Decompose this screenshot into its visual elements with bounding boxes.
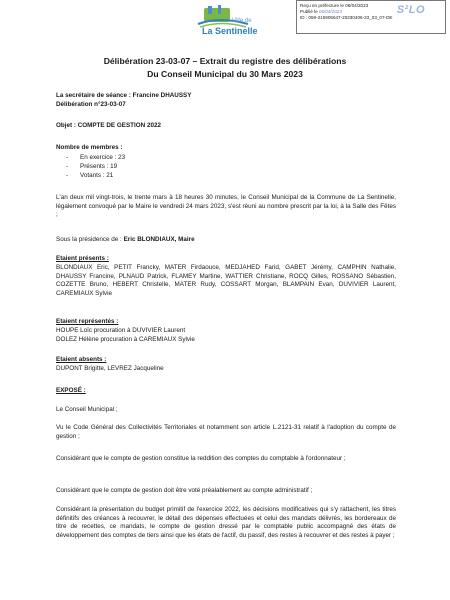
members-in-office: - En exercice : 23 xyxy=(80,154,125,163)
president-name: Eric BLONDIAUX, Maire xyxy=(123,236,195,243)
present-heading: Etaient présents : xyxy=(56,255,109,262)
council-line: Le Conseil Municipal ; xyxy=(56,406,118,413)
members-present: - Présents : 19 xyxy=(80,163,117,172)
secretary-line: La secrétaire de séance : Francine DHAUSSY xyxy=(56,92,192,99)
absent-heading: Etaient absents : xyxy=(56,356,107,363)
logo-text xyxy=(202,18,258,36)
represented-item: HOUPE Loïc procuration à DUVIVIER Laurent xyxy=(56,327,186,334)
slo-mark: S²LO xyxy=(396,4,425,16)
deliberation-number: Délibération n°23-03-07 xyxy=(56,101,126,108)
intro-paragraph: L'an deux mil vingt-trois, le trente mars à 18 heures 30 minutes, le Conseil Municipal de la Commune de La Sentinelle, légalement convoqué par le Maire le vendredi 24 mars 2023, s'est réuni au nombre prescrit par la loi, à la Salle des Fêtes ; xyxy=(56,194,396,219)
town-logo xyxy=(190,4,262,44)
expose-heading: EXPOSÉ : xyxy=(56,387,86,394)
paragraph-code: Vu le Code Général des Collectivités Territoriales et notamment son article L.2121-31 relatif à l'adoption du compte de gestion ; xyxy=(56,424,396,440)
members-voting: - Votants : 21 xyxy=(80,172,113,181)
stamp-id: ID : 059-215905647-20230406-23_03_07-DE xyxy=(300,15,393,21)
present-list: BLONDIAUX Eric, PETIT Francky, MATER Firdaouce, MEDJAHED Farid, GABET Jérémy, CAMPHIN Nathalie, DHAUSSY Francine, PLNAUD Patrick, FLAMEY Martine, WATTIER Christiane, ROCQ Gilles, ROSSANO Sébastien, COZETTE Bruno, HEBERT Christelle, MATER Rudy, COSSART Morgan, BLAMPAIN Evan, DUVIVIER Laurent, CAREMIAUX Sylvie xyxy=(56,264,396,297)
stamp-received: Reçu en préfecture le 06/04/2023 xyxy=(300,3,369,8)
represented-heading: Etaient représentés : xyxy=(56,318,119,325)
paragraph-vote: Considérant que le compte de gestion doit être voté préalablement au compte administratif ; xyxy=(56,487,313,494)
document-title: Délibération 23-03-07 – Extrait du registre des délibérations xyxy=(103,56,347,66)
stamp-published: Publié le 06/04/2023 xyxy=(300,9,342,15)
presidency-line: Sous la présidence de : Eric BLONDIAUX, Maire xyxy=(56,236,195,243)
stamp-published-date: 06/04/2023 xyxy=(318,9,342,15)
logo-line1: Ville de xyxy=(232,18,252,24)
members-heading: Nombre de membres : xyxy=(56,144,123,151)
represented-item: DOLEZ Hélène procuration à CAREMIAUX Sylvie xyxy=(56,336,195,343)
logo-line2: La Sentinelle xyxy=(202,26,258,36)
paragraph-budget: Considérant la présentation du budget primitif de l'exercice 2022, les décisions modificatives qui s'y rattachent, les titres définitifs des créances à recouvrer, le détail des dépenses effectuées et celui des mandats délivrés, les bordereaux de titre de recettes, ce mandats, le compte de gestion dressé par le comptable public accompagné des états de développement des comptes de tiers ainsi que les états de l'actif, du passif, des restes à recouvrer et des restes à payer ; xyxy=(56,506,396,539)
paragraph-reddition: Considérant que le compte de gestion constitue la reddition des comptes du comptable à l'ordonnateur ; xyxy=(56,455,346,462)
absent-list: DUPONT Brigitte, LEVREZ Jacqueline xyxy=(56,365,164,372)
prefecture-stamp xyxy=(296,0,446,34)
object-line: Objet : COMPTE DE GESTION 2022 xyxy=(56,122,161,129)
document-subtitle: Du Conseil Municipal du 30 Mars 2023 xyxy=(147,69,303,79)
